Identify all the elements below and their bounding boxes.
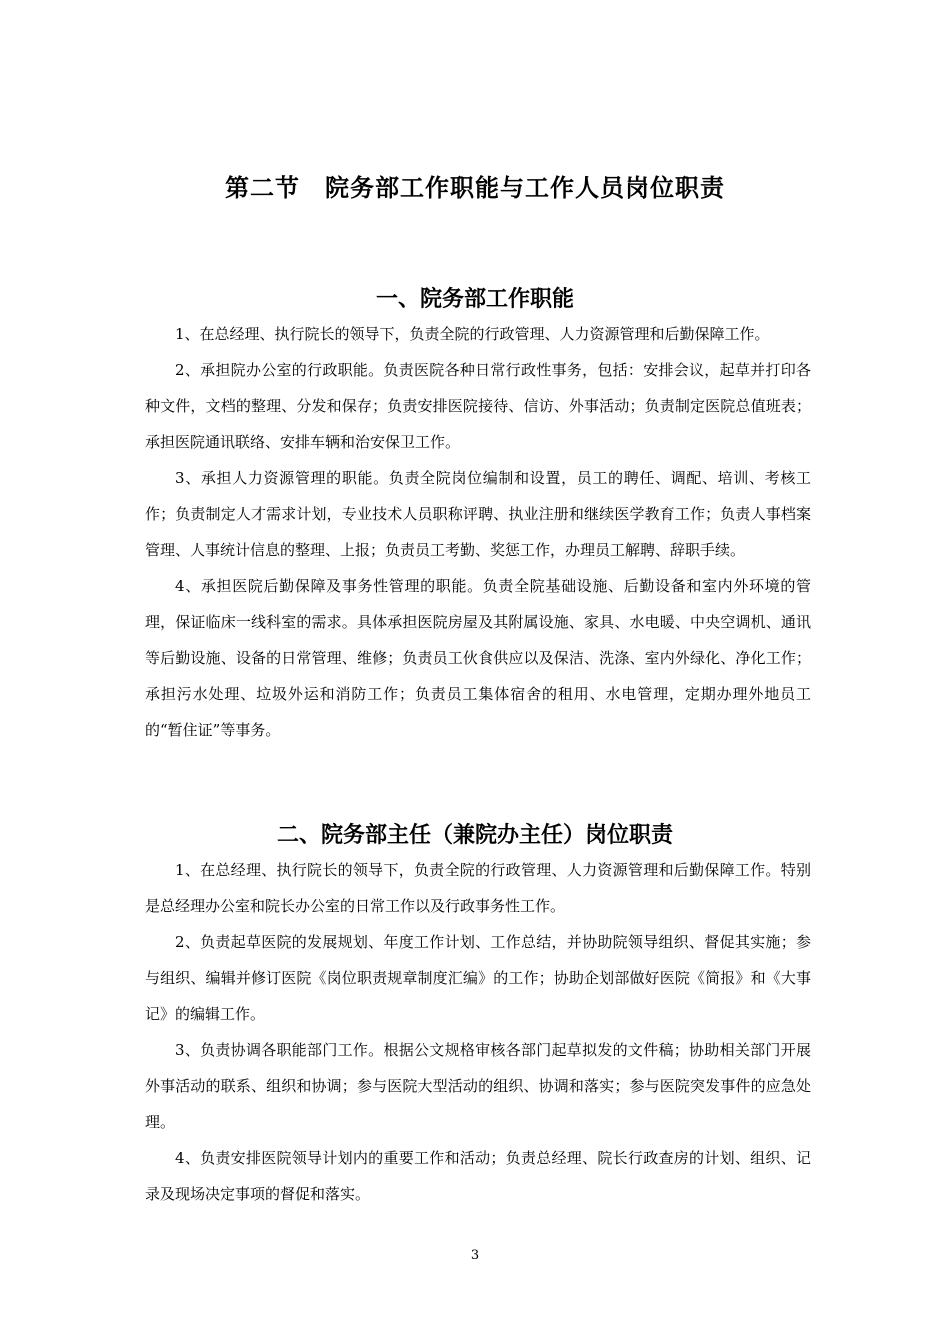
paragraph: 1、在总经理、执行院长的领导下，负责全院的行政管理、人力资源管理和后勤保障工作。: [175, 325, 770, 343]
section-heading-director-duties: 二、院务部主任（兼院办主任）岗位职责: [276, 823, 673, 848]
section-body-functions: [145, 316, 811, 748]
paragraph: 3、负责协调各职能部门工作。根据公文规格审核各部门起草拟发的文件稿；协助相关部门开展外事活动的联系、组织和协调；参与医院大型活动的组织、协调和落实；参与医院突发事件的应急处理。: [145, 1041, 811, 1131]
paragraph: 1、在总经理、执行院长的领导下，负责全院的行政管理、人力资源管理和后勤保障工作。特别是总经理办公室和院长办公室的日常工作以及行政事务性工作。: [145, 861, 811, 915]
paragraph: 4、承担医院后勤保障及事务性管理的职能。负责全院基础设施、后勤设备和室内外环境的管理，保证临床一线科室的需求。具体承担医院房屋及其附属设施、家具、水电暖、中央空调机、通讯等后勤设施、设备的日常管理、维修；负责员工伙食供应以及保洁、洗涤、室内外绿化、净化工作；承担污水处理、垃圾外运和消防工作；负责员工集体宿舍的租用、水电管理，定期办理外地员工的“暂住证”等事务。: [145, 577, 811, 739]
paragraph: 2、负责起草医院的发展规划、年度工作计划、工作总结，并协助院领导组织、督促其实施；参与组织、编辑并修订医院《岗位职责规章制度汇编》的工作；协助企划部做好医院《简报》和《大事记》的编辑工作。: [145, 933, 811, 1023]
section-heading-functions: 一、院务部工作职能: [375, 287, 574, 312]
page-number: 3: [470, 1248, 480, 1263]
section-body-director-duties: [145, 852, 811, 1212]
paragraph: 2、承担院办公室的行政职能。负责医院各种日常行政性事务，包括：安排会议，起草并打印各种文件，文档的整理、分发和保存；负责安排医院接待、信访、外事活动；负责制定医院总值班表；承担医院通讯联络、安排车辆和治安保卫工作。: [145, 361, 811, 451]
paragraph: 3、承担人力资源管理的职能。负责全院岗位编制和设置，员工的聘任、调配、培训、考核工作；负责制定人才需求计划，专业技术人员职称评聘、执业注册和继续医学教育工作；负责人事档案管理、人事统计信息的整理、上报；负责员工考勤、奖惩工作，办理员工解聘、辞职手续。: [145, 469, 811, 559]
paragraph: 4、负责安排医院领导计划内的重要工作和活动；负责总经理、院长行政查房的计划、组织、记录及现场决定事项的督促和落实。: [145, 1149, 811, 1203]
chapter-title: 第二节 院务部工作职能与工作人员岗位职责: [225, 174, 725, 202]
